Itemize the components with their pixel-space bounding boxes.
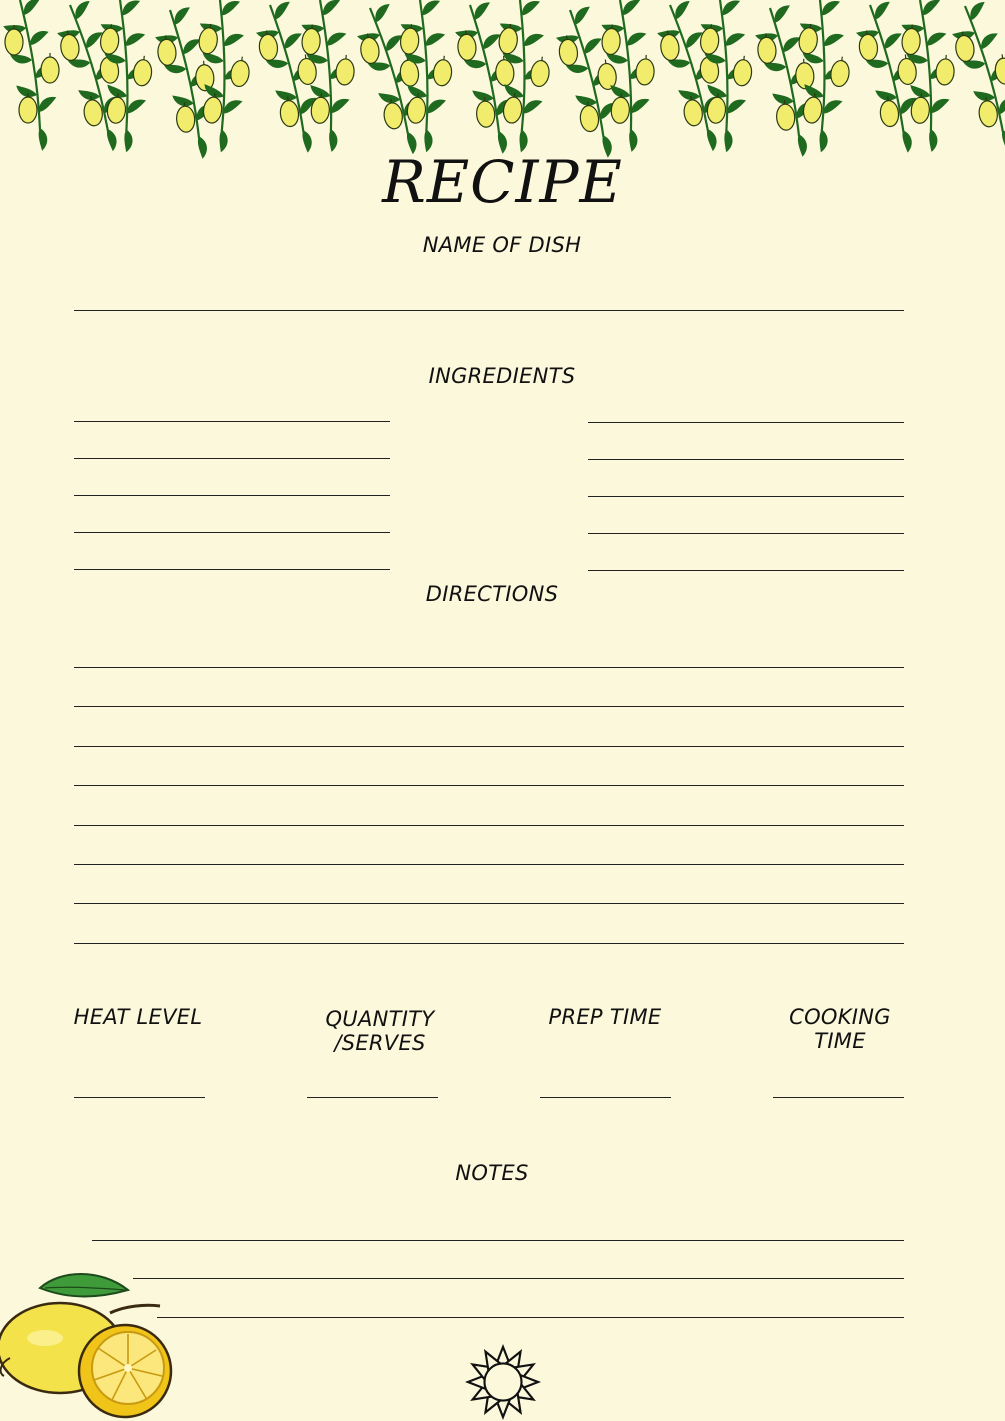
direction-line[interactable]	[74, 825, 904, 826]
direction-line[interactable]	[74, 667, 904, 668]
ingredients-label: INGREDIENTS	[428, 364, 576, 388]
notes-line[interactable]	[157, 1317, 904, 1318]
cooking-time-label	[760, 1005, 920, 1053]
prep-time-label: PREP TIME	[548, 1005, 662, 1029]
sun-flower-icon	[463, 1343, 543, 1421]
quantity-serves-label	[300, 1007, 460, 1055]
direction-line[interactable]	[74, 785, 904, 786]
quantity-label-line2: /SERVES	[334, 1031, 426, 1055]
quantity-serves-line[interactable]	[307, 1097, 438, 1098]
cooking-label-line2: TIME	[814, 1029, 866, 1053]
ingredient-line[interactable]	[74, 532, 390, 533]
quantity-label-line1: QUANTITY	[325, 1007, 435, 1031]
notes-line[interactable]	[133, 1278, 904, 1279]
directions-label: DIRECTIONS	[425, 582, 559, 606]
notes-label: NOTES	[455, 1161, 529, 1185]
prep-time-line[interactable]	[540, 1097, 671, 1098]
name-of-dish-label: NAME OF DISH	[422, 233, 582, 257]
lemons-illustration	[0, 1268, 180, 1421]
ingredient-line[interactable]	[588, 422, 904, 423]
page-title: RECIPE	[382, 148, 623, 216]
direction-line[interactable]	[74, 864, 904, 865]
ingredient-line[interactable]	[588, 496, 904, 497]
direction-line[interactable]	[74, 706, 904, 707]
notes-line[interactable]	[92, 1240, 904, 1241]
ingredient-line[interactable]	[74, 458, 390, 459]
ingredient-line[interactable]	[74, 569, 390, 570]
direction-line[interactable]	[74, 746, 904, 747]
name-of-dish-line[interactable]	[74, 310, 904, 311]
direction-line[interactable]	[74, 943, 904, 944]
ingredient-line[interactable]	[74, 421, 390, 422]
heat-level-label: HEAT LEVEL	[73, 1005, 203, 1029]
ingredient-line[interactable]	[74, 495, 390, 496]
direction-line[interactable]	[74, 903, 904, 904]
cooking-label-line1: COOKING	[789, 1005, 891, 1029]
heat-level-line[interactable]	[74, 1097, 205, 1098]
cooking-time-line[interactable]	[773, 1097, 904, 1098]
ingredient-line[interactable]	[588, 459, 904, 460]
ingredient-line[interactable]	[588, 533, 904, 534]
ingredient-line[interactable]	[588, 570, 904, 571]
